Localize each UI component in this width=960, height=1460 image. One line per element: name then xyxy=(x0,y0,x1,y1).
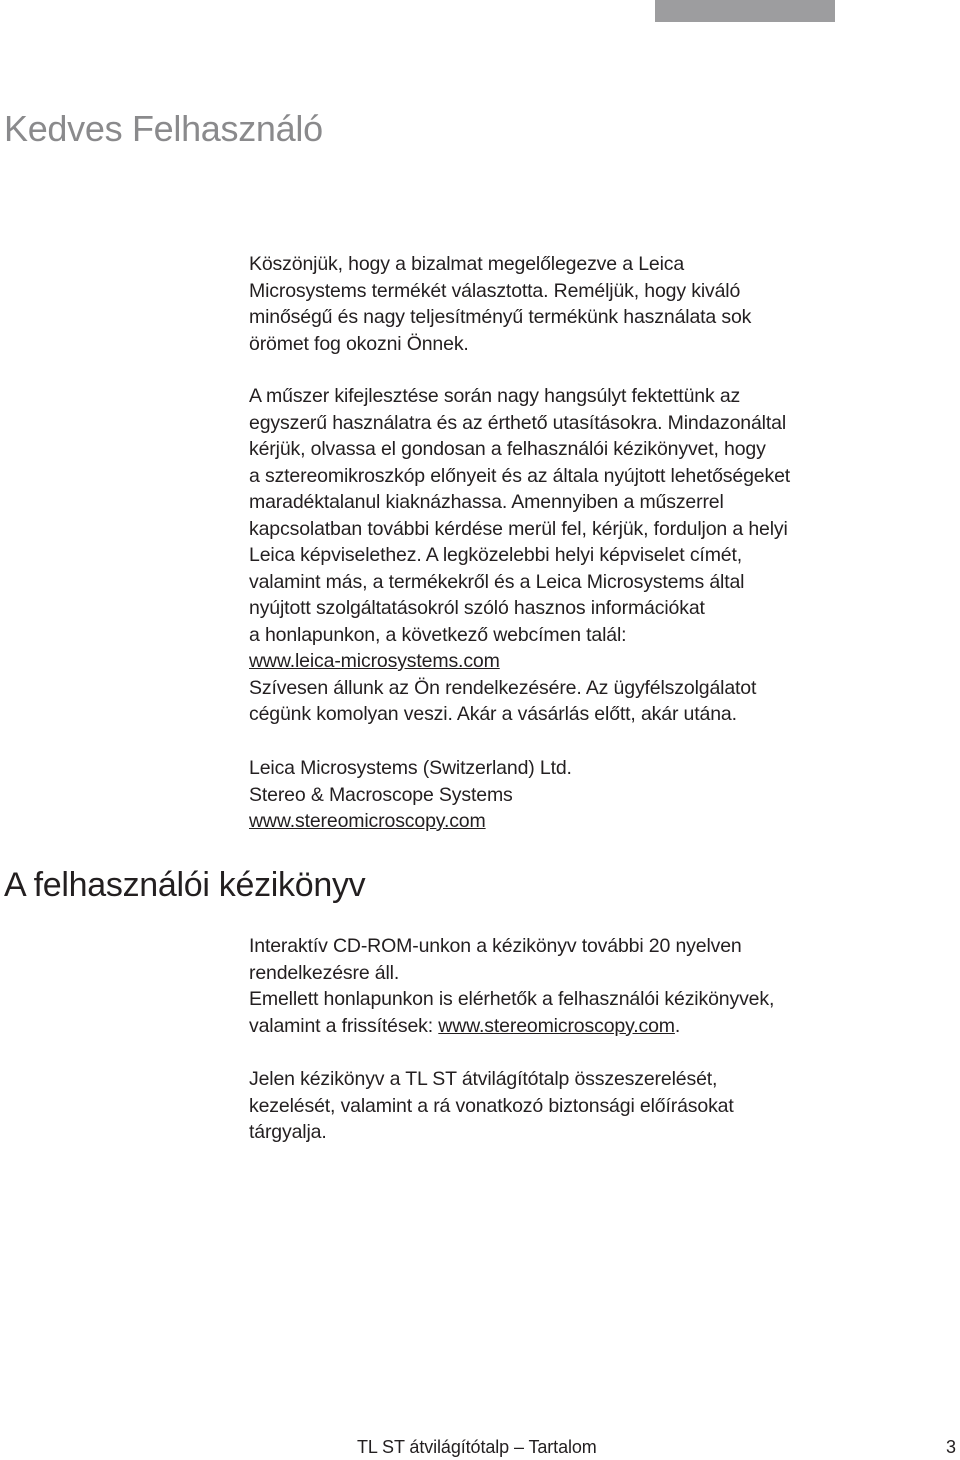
text-line: Emellett honlapunkon is elérhetők a felhasználói kézikönyvek, xyxy=(249,988,775,1010)
section-title: A felhasználói kézikönyv xyxy=(4,866,366,904)
text-line: maradéktalanul kiaknázhassa. Amennyiben a műszerrel xyxy=(249,491,724,513)
text-line: rendelkezésre áll. xyxy=(249,961,400,984)
text-line: kezelését, valamint a rá vonatkozó biztonsági előírásokat xyxy=(249,1094,734,1117)
text-fragment: . xyxy=(674,1014,681,1037)
text-line: valamint más, a termékekről és a Leica Microsystems által xyxy=(249,570,745,593)
intro-paragraph-2 xyxy=(249,383,849,728)
text-line: örömet fog okozni Önnek. xyxy=(249,332,469,355)
contact-block xyxy=(249,755,849,835)
text-line: a sztereomikroszkóp előnyeit és az általa nyújtott lehetőségeket xyxy=(249,464,791,487)
manual-paragraph-1 xyxy=(249,933,849,1039)
text-line xyxy=(249,1013,849,1040)
leica-website-link[interactable]: www.leica-microsystems.com xyxy=(249,650,500,672)
text-line: Leica képviselethez. A legközelebbi helyi képviselet címét, xyxy=(249,544,743,566)
intro-paragraph-1 xyxy=(249,251,849,357)
text-line: cégünk komolyan veszi. Akár a vásárlás előtt, akár utána. xyxy=(249,703,737,725)
text-line: Microsystems termékét választotta. Reméljük, hogy kiváló xyxy=(249,279,741,302)
text-line: kapcsolatban további kérdése merül fel, kérjük, forduljon a helyi xyxy=(249,517,788,540)
text-line: kérjük, olvassa el gondosan a felhasználói kézikönyvet, hogy xyxy=(249,438,766,460)
contact-website-line xyxy=(249,808,849,835)
text-line: tárgyalja. xyxy=(249,1121,327,1143)
footer-title: TL ST átvilágítótalp – Tartalom xyxy=(357,1437,597,1457)
stereomicroscopy-link[interactable]: www.stereomicroscopy.com xyxy=(249,810,486,832)
page-number: 3 xyxy=(945,1437,956,1457)
leica-website-link-line xyxy=(249,648,849,675)
manual-paragraph-2 xyxy=(249,1066,849,1146)
header-tab-bar xyxy=(655,0,835,22)
updates-website-link[interactable]: www.stereomicroscopy.com xyxy=(438,1014,675,1037)
text-fragment: valamint a frissítések: xyxy=(249,1014,439,1037)
text-line: a honlapunkon, a következő webcímen talál: xyxy=(249,623,627,646)
text-line: Szívesen állunk az Ön rendelkezésére. Az ügyfélszolgálatot xyxy=(249,676,757,699)
page-title: Kedves Felhasználó xyxy=(4,108,323,149)
text-line: Jelen kézikönyv a TL ST átvilágítótalp összeszerelését, xyxy=(249,1068,718,1090)
company-name: Leica Microsystems (Switzerland) Ltd. xyxy=(249,757,572,779)
text-line: minőségű és nagy teljesítményű termékünk használata sok xyxy=(249,306,752,328)
text-line: A műszer kifejlesztése során nagy hangsúlyt fektettünk az xyxy=(249,385,741,407)
text-line: Köszönjük, hogy a bizalmat megelőlegezve a Leica xyxy=(249,253,685,275)
text-line: nyújtott szolgáltatásokról szóló hasznos információkat xyxy=(249,597,705,619)
text-line: egyszerű használatra és az érthető utasításokra. Mindazonáltal xyxy=(249,411,787,434)
division-name: Stereo & Macroscope Systems xyxy=(249,783,513,806)
text-line: Interaktív CD-ROM-unkon a kézikönyv további 20 nyelven xyxy=(249,935,742,957)
